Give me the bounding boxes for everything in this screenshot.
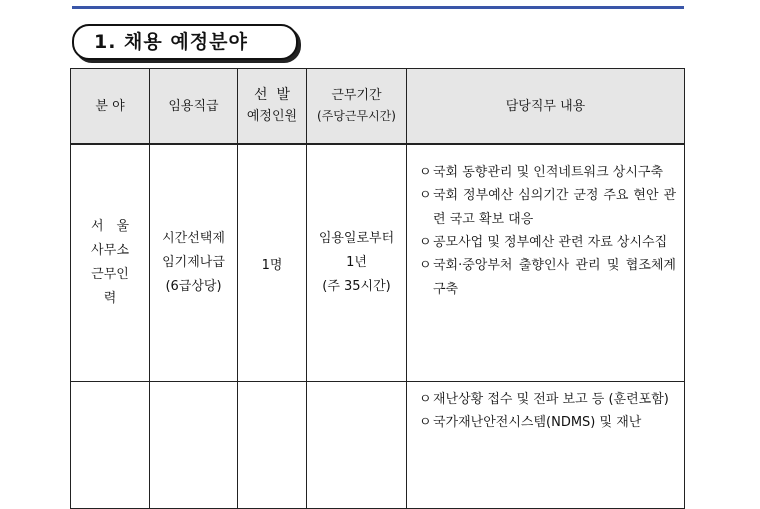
- duty-text: 재난상황 접수 및 전파 보고 등 (훈련포함): [433, 392, 669, 407]
- period-cell: [307, 144, 407, 382]
- section-heading-box: [72, 24, 298, 60]
- bullet-icon: ㅇ: [419, 258, 432, 273]
- category-line: [71, 215, 149, 239]
- count-cell: 1명: [238, 144, 307, 382]
- duty-item: [419, 411, 676, 435]
- category-cell: [71, 382, 150, 509]
- bullet-icon: ㅇ: [419, 415, 432, 430]
- category-char: 근무인력: [91, 267, 129, 306]
- table-header-row: [71, 69, 685, 145]
- top-rule: [72, 6, 684, 9]
- header-count-line2: 예정인원: [246, 109, 298, 124]
- duty-item: [419, 231, 676, 255]
- duty-item: [419, 161, 676, 185]
- duties-cell: [407, 144, 685, 382]
- count-cell: [238, 382, 307, 509]
- category-char: 소: [116, 243, 129, 258]
- duties-cell: [407, 382, 685, 509]
- position-line: 시간선택제: [162, 231, 225, 246]
- period-cell: [307, 382, 407, 509]
- header-count: [238, 69, 307, 145]
- category-char: 무: [103, 243, 117, 258]
- header-period: [307, 69, 407, 145]
- table-row: [71, 382, 685, 509]
- duty-item: [419, 388, 676, 412]
- category-char: 서: [91, 219, 104, 234]
- period-line: (주 35시간): [322, 279, 391, 294]
- section-heading: 1. 채용 예정분야: [94, 31, 248, 53]
- period-line: 임용일로부터: [318, 231, 395, 246]
- bullet-icon: ㅇ: [419, 235, 432, 250]
- duty-text: 공모사업 및 정부예산 관련 자료 상시수집: [433, 235, 668, 250]
- category-char: 울: [116, 219, 129, 234]
- bullet-icon: ㅇ: [419, 188, 432, 203]
- category-char: 사: [91, 243, 104, 258]
- duty-item: [419, 184, 676, 232]
- table-row: [71, 144, 685, 382]
- bullet-icon: ㅇ: [419, 392, 432, 407]
- position-cell: [150, 382, 238, 509]
- duty-text: 국회·중앙부처 출향인사 관리 및 협조체계 구축: [433, 258, 676, 297]
- header-count-line1: 선 발: [254, 87, 290, 103]
- header-period-line1: 근무기간: [331, 88, 382, 103]
- header-period-line2: (주당근무시간): [317, 109, 396, 123]
- header-category: 분 야: [71, 69, 150, 145]
- header-duties: 담당직무 내용: [407, 69, 685, 145]
- position-cell: [150, 144, 238, 382]
- category-line: [71, 239, 149, 263]
- category-cell: [71, 144, 150, 382]
- position-line: (6급상당): [165, 279, 222, 294]
- duty-item: [419, 254, 676, 302]
- duty-text: 국가재난안전시스템(NDMS) 및 재난: [433, 415, 642, 430]
- recruitment-table: [70, 68, 685, 509]
- category-line: [71, 263, 149, 311]
- header-position: 임용직급: [150, 69, 238, 145]
- period-line: 1년: [346, 255, 367, 270]
- position-line: 임기제나급: [162, 255, 225, 270]
- duty-text: 국회 정부예산 심의기간 군정 주요 현안 관련 국고 확보 대응: [433, 188, 676, 227]
- duty-text: 국회 동향관리 및 인적네트워크 상시구축: [433, 165, 664, 180]
- bullet-icon: ㅇ: [419, 165, 432, 180]
